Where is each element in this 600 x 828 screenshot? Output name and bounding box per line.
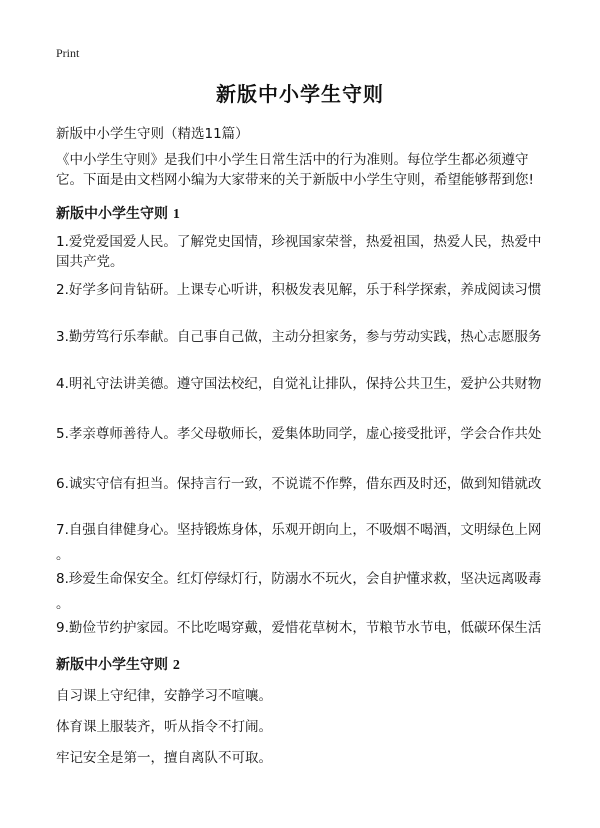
rule-item-4-text: 4.明礼守法讲美德。遵守国法校纪，自觉礼让排队，保持公共卫生，爱护公共财物 <box>56 376 542 392</box>
rule-item-9 <box>56 618 550 638</box>
rule-item-6-text: 6.诚实守信有担当。保持言行一致，不说谎不作弊，借东西及时还，做到知错就改 <box>56 476 542 492</box>
section-heading-2 <box>56 654 180 674</box>
rule-item-9-text: 9.勤俭节约护家园。不比吃喝穿戴，爱惜花草树木，节粮节水节电，低碳环保生活 <box>56 620 542 636</box>
section2-line-3: 牢记安全是第一，擅自离队不可取。 <box>56 750 272 766</box>
rule-item-3 <box>56 327 550 347</box>
rule-item-6 <box>56 474 550 494</box>
section-heading-1 <box>56 203 180 223</box>
rule-item-5 <box>56 424 550 444</box>
section-heading-1-number: 1 <box>172 207 180 222</box>
section2-line-2: 体育课上服装齐，听从指令不打闹。 <box>56 719 272 735</box>
document-subtitle: 新版中小学生守则（精选11篇） <box>56 126 249 142</box>
intro-paragraph: 《中小学生守则》是我们中小学生日常生活中的行为准则。每位学生都必须遵守它。下面是由文档网小编为大家带来的关于新版中小学生守则，希望能够帮到您! <box>56 152 534 188</box>
section2-line-1: 自习课上守纪律，安静学习不喧嚷。 <box>56 688 272 704</box>
section-heading-2-text: 新版中小学生守则 <box>56 657 168 673</box>
rule-item-7 <box>56 520 550 540</box>
rule-item-8 <box>56 569 550 589</box>
section-heading-1-text: 新版中小学生守则 <box>56 206 168 222</box>
rule-item-2-text: 2.好学多问肯钻研。上课专心听讲，积极发表见解，乐于科学探索，养成阅读习惯 <box>56 282 542 298</box>
rule-item-2 <box>56 280 550 300</box>
rule-item-8-trailing-mark: 。 <box>56 596 70 612</box>
rule-item-4 <box>56 374 550 394</box>
rule-item-7-text: 7.自强自律健身心。坚持锻炼身体，乐观开朗向上，不吸烟不喝酒，文明绿色上网 <box>56 522 542 538</box>
section-heading-2-number: 2 <box>172 658 180 673</box>
rule-item-1: 1.爱党爱国爱人民。了解党史国情，珍视国家荣誉，热爱祖国，热爱人民，热爱中国共产党。 <box>56 234 542 270</box>
rule-item-7-trailing-mark: 。 <box>56 547 70 563</box>
rule-item-8-text: 8.珍爱生命保安全。红灯停绿灯行，防溺水不玩火，会自护懂求救，坚决远离吸毒 <box>56 571 542 587</box>
page-title: 新版中小学生守则 <box>216 82 384 106</box>
print-link[interactable]: Print <box>56 46 80 60</box>
rule-item-5-text: 5.孝亲尊师善待人。孝父母敬师长，爱集体助同学，虚心接受批评，学会合作共处 <box>56 426 542 442</box>
rule-item-3-text: 3.勤劳笃行乐奉献。自己事自己做，主动分担家务，参与劳动实践，热心志愿服务 <box>56 329 542 345</box>
